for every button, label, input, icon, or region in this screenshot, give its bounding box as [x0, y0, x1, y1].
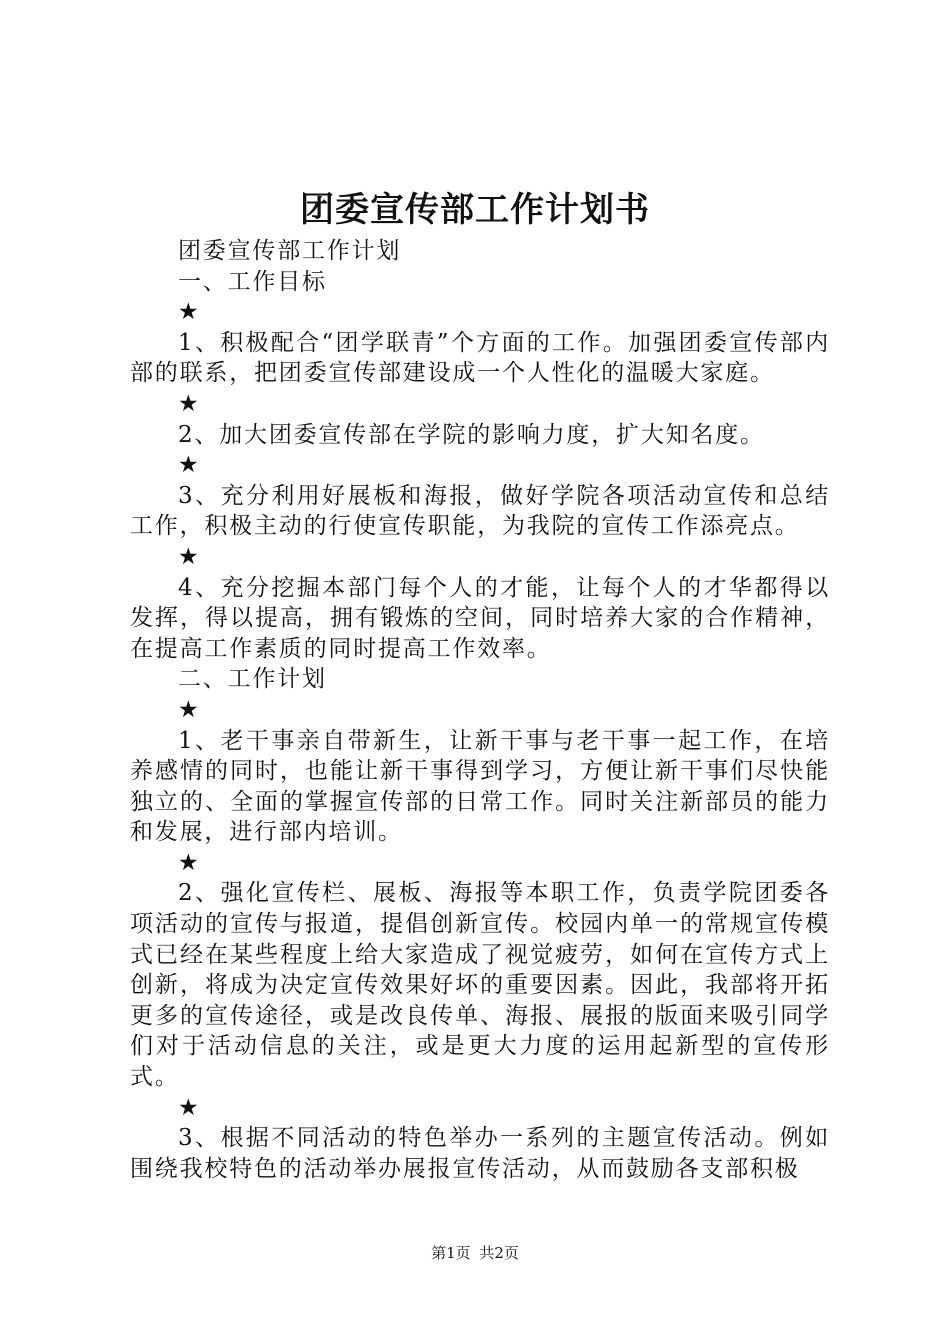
page-number: 第1页: [431, 1244, 471, 1262]
paragraph: 4、充分挖掘本部门每个人的才能，让每个人的才华都得以发挥，得以提高，拥有锻炼的空间，同时培养大家的合作精神，在提高工作素质的同时提高工作效率。: [130, 574, 830, 662]
document-title: 团委宣传部工作计划书: [300, 190, 650, 230]
star-bullet: ★: [178, 696, 201, 723]
paragraph: 2、加大团委宣传部在学院的影响力度，扩大知名度。: [178, 421, 765, 448]
paragraph: 3、根据不同活动的特色举办一系列的主题宣传活动。例如围绕我校特色的活动举办展报宣传活动，从而鼓励各支部积极: [130, 1125, 830, 1182]
paragraph: 2、强化宣传栏、展板、海报等本职工作，负责学院团委各项活动的宣传与报道，提倡创新宣传。校园内单一的常规宣传模式已经在某些程度上给大家造成了视觉疲劳，如何在宣传方式上创新，将成为决定宣传效果好坏的重要因素。因此，我部将开拓更多的宣传途径，或是改良传单、海报、展报的版面来吸引同学们对于活动信息的关注，或是更大力度的运用起新型的宣传形式。: [130, 880, 830, 1091]
star-bullet: ★: [178, 452, 201, 479]
paragraph: 团委宣传部工作计划: [178, 238, 402, 264]
section-heading: 一、工作目标: [178, 268, 327, 295]
star-bullet: ★: [178, 299, 201, 326]
paragraph: 3、充分利用好展板和海报，做好学院各项活动宣传和总结工作，积极主动的行使宣传职能，为我院的宣传工作添亮点。: [130, 482, 830, 540]
page-footer: [0, 1242, 950, 1264]
star-bullet: ★: [178, 390, 201, 417]
section-heading: 二、工作计划: [178, 666, 327, 693]
star-bullet: ★: [178, 849, 201, 876]
paragraph: 1、积极配合“团学联青”个方面的工作。加强团委宣传部内部的联系，把团委宣传部建设成一个人性化的温暖大家庭。: [130, 329, 830, 387]
paragraph: 1、老干事亲自带新生，让新干事与老干事一起工作，在培养感情的同时，也能让新干事得到学习，方便让新干事们尽快能独立的、全面的掌握宣传部的日常工作。同时关注新部员的能力和发展，进行部内培训。: [130, 727, 830, 846]
document-body: [130, 236, 830, 1184]
star-bullet: ★: [178, 543, 201, 570]
star-bullet: ★: [178, 1094, 201, 1121]
page-total: 共2页: [479, 1244, 519, 1262]
